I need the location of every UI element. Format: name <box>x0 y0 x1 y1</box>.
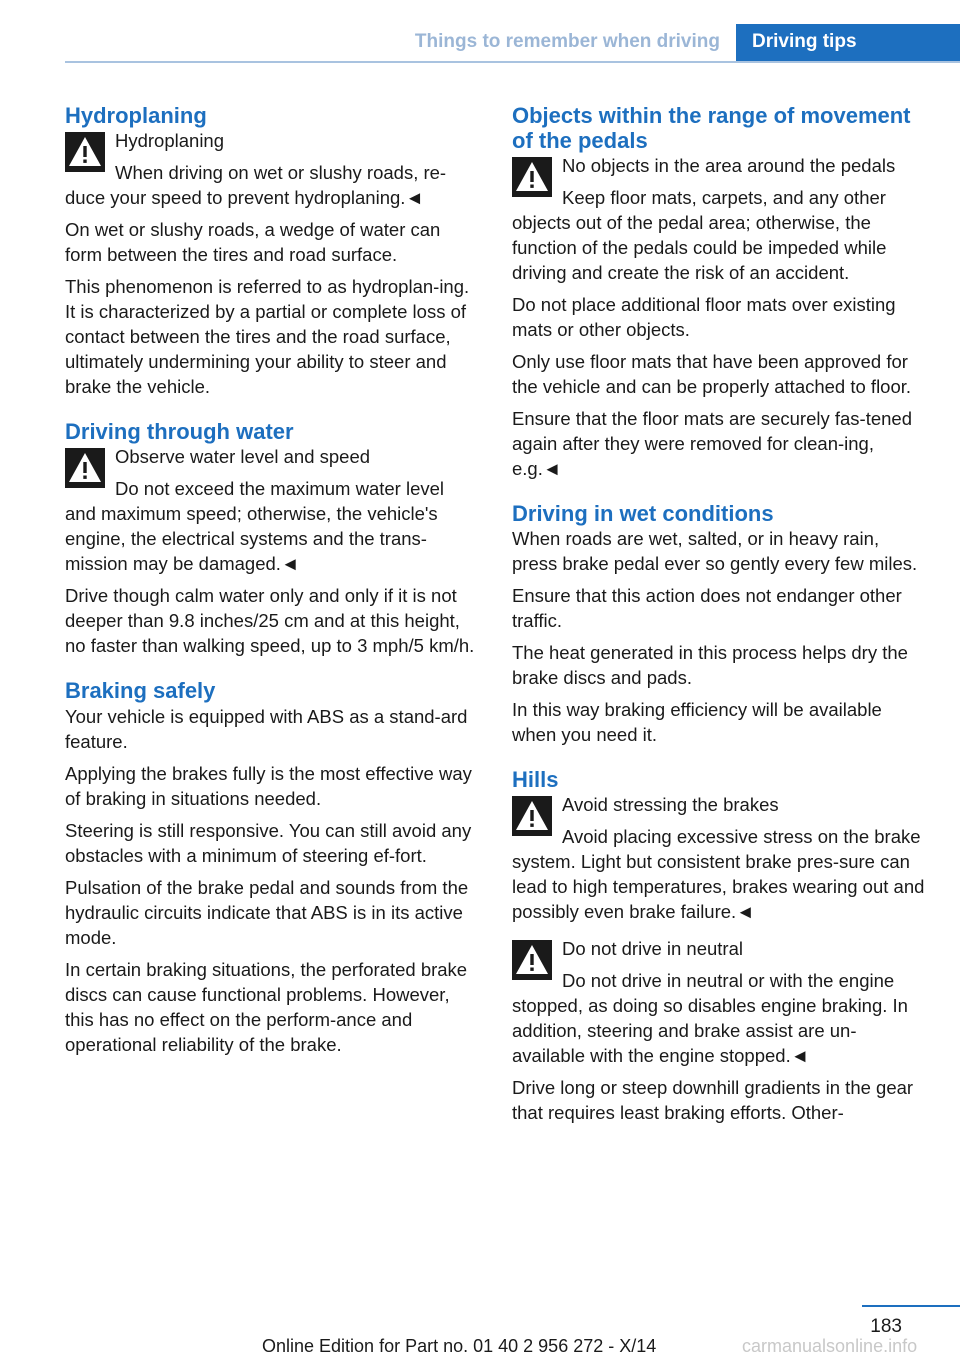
paragraph: Drive though calm water only and only if it is not deeper than 9.8 inches/25 cm and at this height, no faster than walking speed, up to 3 mph/5 km/h. <box>65 585 475 656</box>
warning-neutral <box>512 936 926 1068</box>
right-column <box>512 103 926 1132</box>
watermark: carmanualsonline.info <box>742 1336 918 1356</box>
header-chapter-label: Driving tips <box>752 31 857 52</box>
paragraph: Drive long or steep downhill gradients in the gear that requires least braking efforts. Other- <box>512 1077 914 1123</box>
paragraph: On wet or slushy roads, a wedge of water can form between the tires and road surface. <box>65 219 441 265</box>
warning-pedals <box>512 153 926 285</box>
paragraph: Applying the brakes fully is the most effective way of braking in situations needed. <box>65 763 472 809</box>
heading-driving-through-water: Driving through water <box>65 419 294 444</box>
heading-hills: Hills <box>512 767 559 792</box>
warning-text: Do not drive in neutral or with the engine stopped, as doing so disables engine braking. In addition, steering and brake assist are un-available with the engine stopped.◄ <box>512 970 908 1066</box>
warning-title: Do not drive in neutral <box>562 938 743 959</box>
paragraph: In this way braking efficiency will be available when you need it. <box>512 699 882 745</box>
warning-text: Keep floor mats, carpets, and any other objects out of the pedal area; otherwise, the function of the pedals could be impeded while driving and create the risk of an accident. <box>512 187 887 283</box>
heading-objects-pedals: Objects within the range of movement of the pedals <box>512 103 911 153</box>
paragraph: When roads are wet, salted, or in heavy rain, press brake pedal ever so gently every few miles. <box>512 528 918 574</box>
paragraph: Do not place additional floor mats over existing mats or other objects. <box>512 294 896 340</box>
page-number: 183 <box>870 1316 902 1337</box>
heading-hydroplaning: Hydroplaning <box>65 103 207 128</box>
header-rule <box>65 61 960 63</box>
paragraph: Steering is still responsive. You can still avoid any obstacles with a minimum of steering ef-fort. <box>65 820 472 866</box>
left-column <box>65 103 475 1064</box>
paragraph: The heat generated in this process helps dry the brake discs and pads. <box>512 642 908 688</box>
footer-edition: Online Edition for Part no. 01 40 2 956 272 - X/14 <box>262 1336 657 1356</box>
warning-text: Avoid placing excessive stress on the brake system. Light but consistent brake pres-sure can lead to high temperatures, brakes wearing out and possibly even brake failure.◄ <box>512 826 925 922</box>
paragraph: Ensure that the floor mats are securely fas-tened again after they were removed for clean-ing, e.g.◄ <box>512 408 913 479</box>
warning-title: No objects in the area around the pedals <box>562 155 896 176</box>
warning-text: When driving on wet or slushy roads, re-duce your speed to prevent hydroplaning.◄ <box>65 162 447 208</box>
paragraph: This phenomenon is referred to as hydroplan-ing. It is characterized by a partial or complete loss of contact between the tires and the road surface, ultimately undermining your ability to steer and brake the vehicle. <box>65 276 470 397</box>
heading-wet-conditions: Driving in wet conditions <box>512 501 774 526</box>
warning-text: Do not exceed the maximum water level and maximum speed; otherwise, the vehicle's engine, the electrical systems and the trans-mission may be damaged.◄ <box>65 478 445 574</box>
warning-title: Observe water level and speed <box>115 446 371 467</box>
warning-title: Hydroplaning <box>115 130 225 151</box>
paragraph: In certain braking situations, the perforated brake discs can cause functional problems. However, this has no effect on the perform-ance and operational reliability of the brake. <box>65 959 468 1055</box>
warning-triangle-icon <box>65 132 105 172</box>
paragraph: Pulsation of the brake pedal and sounds from the hydraulic circuits indicate that ABS is in its active mode. <box>65 877 469 948</box>
header-chapter-tab <box>736 24 960 63</box>
warning-hydroplaning <box>65 128 475 210</box>
header-section-title: Things to remember when driving <box>414 31 720 52</box>
warning-triangle-icon <box>512 157 552 197</box>
footer-rule <box>862 1305 960 1307</box>
paragraph: Your vehicle is equipped with ABS as a stand-ard feature. <box>65 706 468 752</box>
warning-title: Avoid stressing the brakes <box>562 794 779 815</box>
warning-triangle-icon <box>512 796 552 836</box>
paragraph: Only use floor mats that have been approved for the vehicle and can be properly attached to floor. <box>512 351 912 397</box>
heading-braking-safely: Braking safely <box>65 678 216 703</box>
warning-triangle-icon <box>512 940 552 980</box>
warning-water-level <box>65 444 475 576</box>
warning-brake-stress <box>512 792 926 924</box>
paragraph: Ensure that this action does not endanger other traffic. <box>512 585 902 631</box>
warning-triangle-icon <box>65 448 105 488</box>
